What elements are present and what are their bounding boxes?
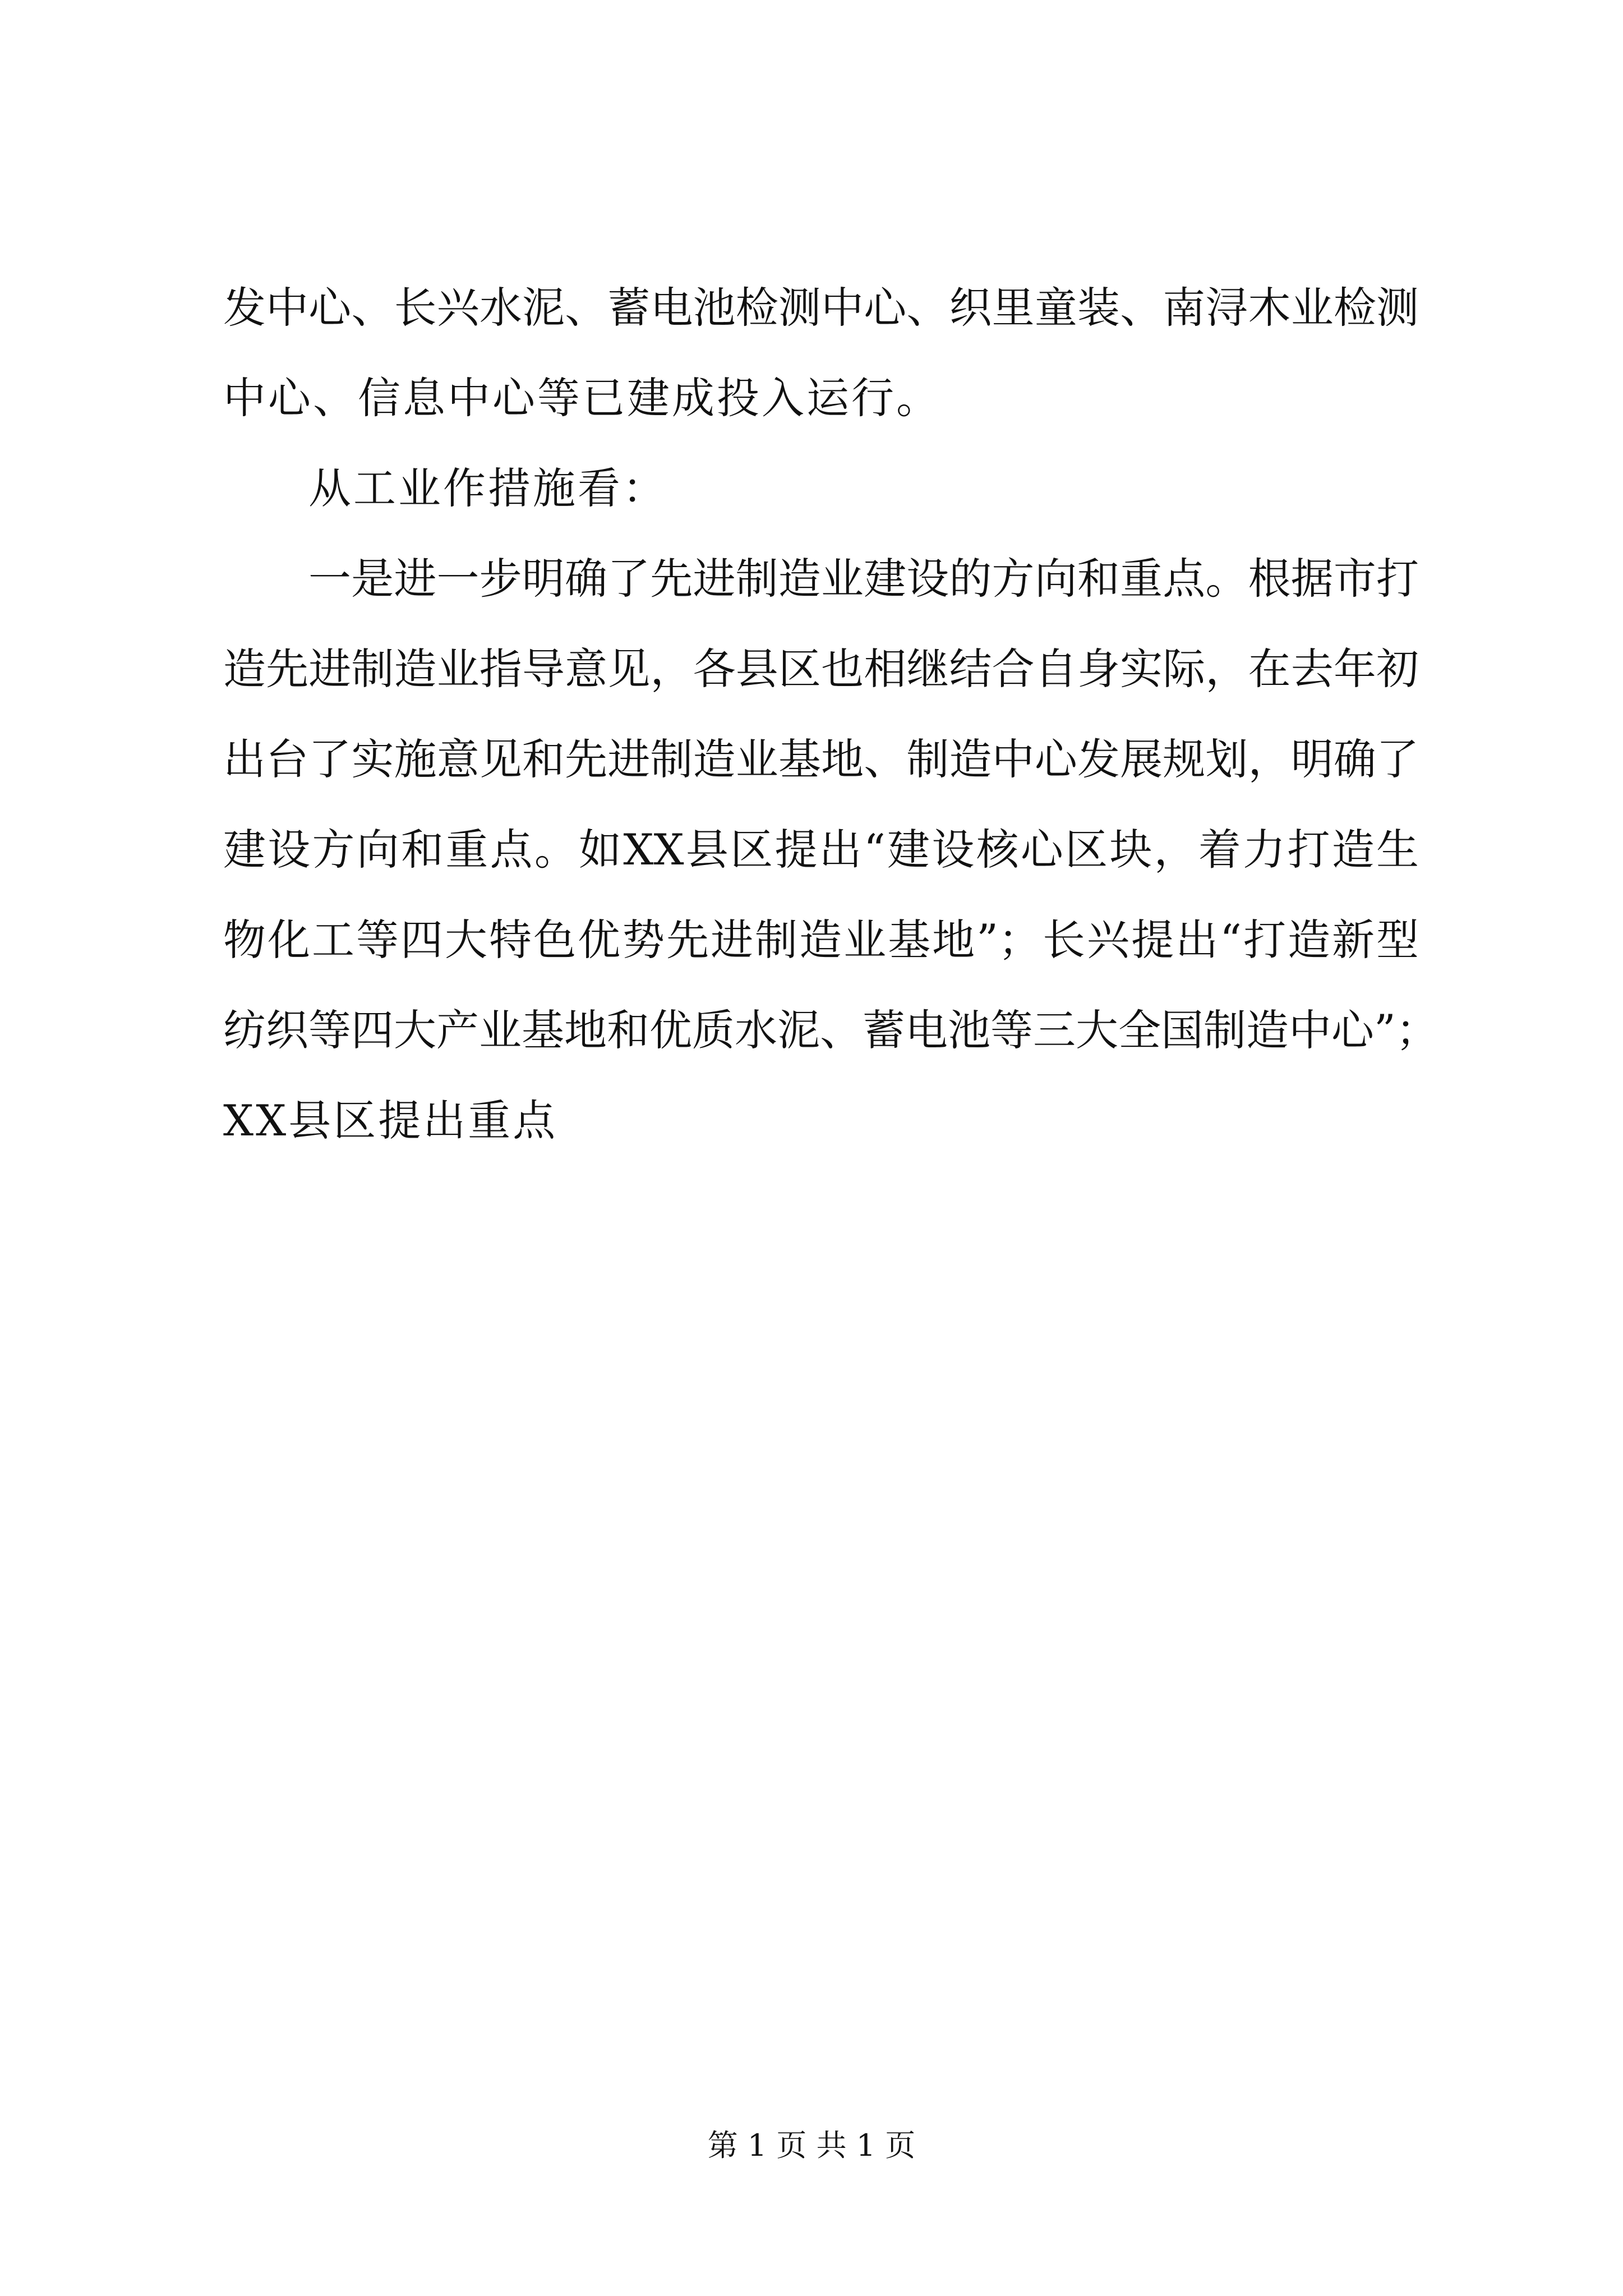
text-line-9: 纺织等四大产业基地和优质水泥、蓄电池等三大全国制造中心”； [223, 1005, 1438, 1055]
text-line-1: 发中心、长兴水泥、蓄电池检测中心、织里童装、南浔木业检测 [223, 283, 1419, 333]
text-line-5: 造先进制造业指导意见，各县区也相继结合自身实际，在去年初 [223, 644, 1419, 694]
text-line-8: 物化工等四大特色优势先进制造业基地”；长兴提出“打造新型 [223, 915, 1419, 965]
page-footer: 第 1 页 共 1 页 [707, 2128, 916, 2163]
document-body [223, 263, 1438, 1166]
section-heading: 从工业作措施看： [308, 463, 667, 513]
text-line-4: 一是进一步明确了先进制造业建设的方向和重点。根据市打 [308, 554, 1419, 604]
text-line-2: 中心、信息中心等已建成投入运行。 [223, 373, 941, 423]
text-line-7: 建设方向和重点。如XX县区提出“建设核心区块，着力打造生 [223, 825, 1419, 875]
text-line-6: 出台了实施意见和先进制造业基地、制造中心发展规划，明确了 [223, 734, 1419, 784]
text-line-10: XX县区提出重点 [223, 1096, 558, 1145]
